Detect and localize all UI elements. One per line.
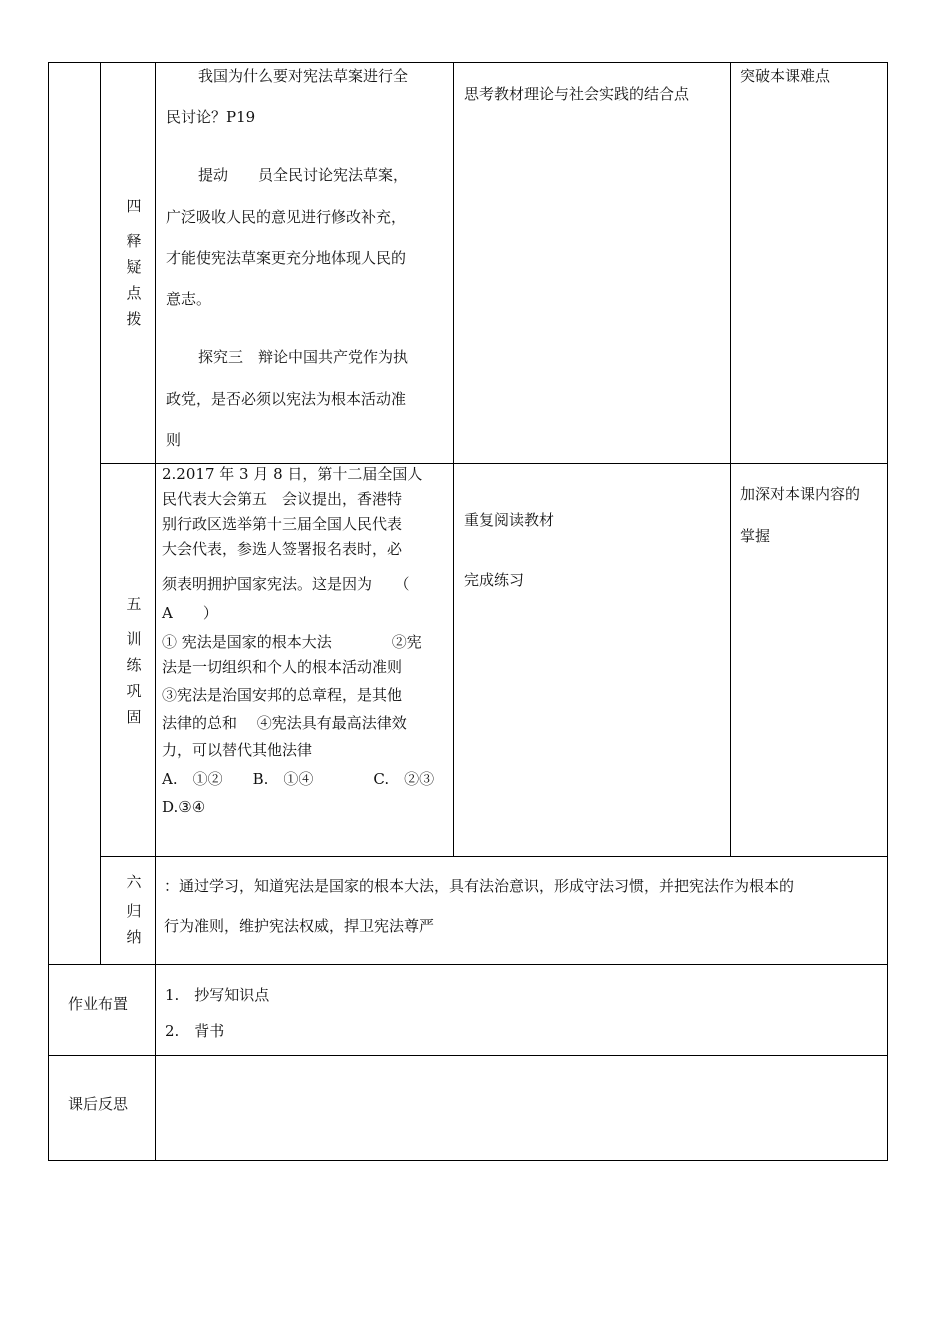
table-border-bottom: [48, 1160, 888, 1161]
col-divider-activity: [453, 62, 454, 857]
content-four-line-8: 政党，是否必须以宪法为根本活动准: [166, 390, 407, 408]
homework-label: 作业布置: [68, 995, 129, 1013]
table-border-right: [887, 62, 888, 1161]
activity-five-line-1: 重复阅读教材: [464, 511, 555, 529]
row-divider-homework-reflection: [48, 1055, 888, 1056]
content-five-line-2: 民代表大会第五 会议提出，香港特: [162, 490, 403, 508]
content-five-line-1: 2.2017 年 3 月 8 日，第十二届全国人: [162, 465, 423, 483]
activity-four: 思考教材理论与社会实践的结合点: [464, 85, 690, 103]
reflection-label: 课后反思: [68, 1095, 129, 1113]
content-five-line-5: 须表明拥护国家宪法。这是因为 （: [162, 575, 410, 593]
summary-line-2: 行为准则，维护宪法权威，捍卫宪法尊严: [164, 917, 435, 935]
col-divider-content: [155, 62, 156, 1161]
content-five-line-11: 力，可以替代其他法律: [162, 741, 313, 759]
summary-line-1: ：通过学习，知道宪法是国家的根本大法，具有法治意识，形成守法习惯，并把宪法作为根本的: [164, 877, 795, 895]
content-four-line-2: 民讨论？P19: [166, 108, 256, 126]
intent-five-line-1: 加深对本课内容的: [740, 485, 861, 503]
col-divider-intent: [730, 62, 731, 857]
content-four-line-9: 则: [166, 431, 182, 449]
stage-label-four: 四 释 疑 点 拨: [126, 197, 142, 328]
content-four-line-5: 才能使宪法草案更充分地体现人民的: [166, 249, 407, 267]
intent-four: 突破本课难点: [740, 67, 831, 85]
content-four-line-3: 提动 员全民讨论宪法草案，: [198, 166, 409, 184]
content-five-line-9: ③宪法是治国安邦的总章程，是其他: [162, 686, 403, 704]
activity-five-line-2: 完成练习: [464, 571, 525, 589]
content-five-line-6: A ）: [162, 604, 218, 622]
content-five-line-10: 法律的总和 ④宪法具有最高法律效: [162, 714, 407, 732]
content-five-line-13: D.③④: [162, 798, 206, 816]
homework-item-1: 1. 抄写知识点: [165, 986, 270, 1004]
intent-five-line-2: 掌握: [740, 527, 771, 545]
content-four-line-4: 广泛吸收人民的意见进行修改补充，: [166, 208, 407, 226]
row-divider-6-homework: [48, 964, 888, 965]
content-five-line-4: 大会代表，参选人签署报名表时，必: [162, 540, 403, 558]
content-five-line-8: 法是一切组织和个人的根本活动准则: [162, 658, 403, 676]
row-divider-5-6: [100, 856, 888, 857]
table-border-left: [48, 62, 49, 1161]
col-divider-stage: [100, 62, 101, 965]
stage-label-five: 五 训 练 巩 固: [126, 595, 142, 726]
content-four-line-7: 探究三 辩论中国共产党作为执: [198, 348, 409, 366]
content-five-line-12: A. ①② B. ①④ C. ②③: [162, 770, 435, 788]
content-four-line-1: 我国为什么要对宪法草案进行全: [198, 67, 409, 85]
content-four-line-6: 意志。: [166, 290, 212, 308]
stage-label-six: 六 归 纳: [126, 873, 142, 946]
table-border-top: [48, 62, 888, 63]
content-five-line-3: 别行政区选举第十三届全国人民代表: [162, 515, 403, 533]
content-five-line-7: ① 宪法是国家的根本大法 ②宪: [162, 633, 422, 651]
homework-item-2: 2. 背书: [165, 1022, 225, 1040]
